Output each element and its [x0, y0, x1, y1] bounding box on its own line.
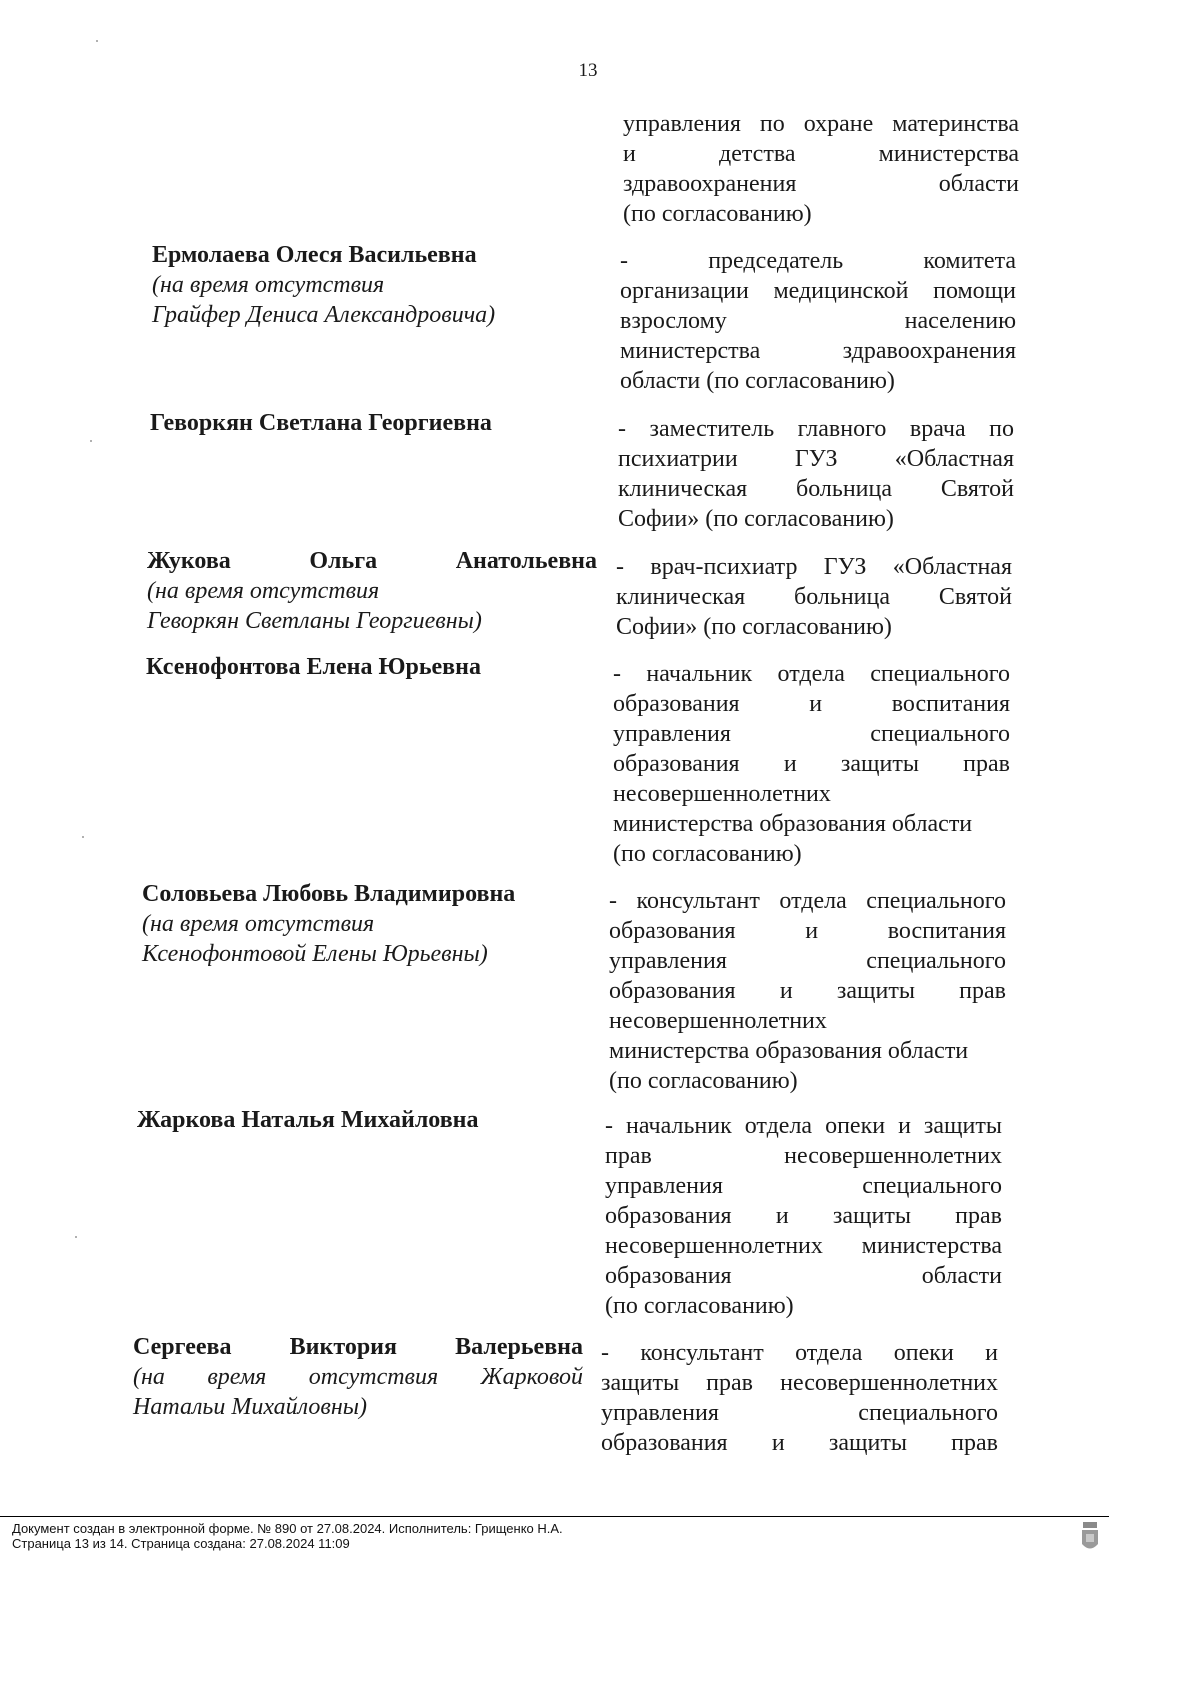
role-line: образования и воспитания: [609, 918, 1006, 944]
member-name: Ермолаева Олеся Васильевна: [152, 242, 477, 268]
scan-speck: [96, 40, 98, 42]
member-note: Грайфер Дениса Александровича): [152, 302, 496, 328]
scan-speck: [75, 1236, 77, 1238]
footer-line: Документ создан в электронной форме. № 890 от 27.08.2024. Исполнитель: Грищенко Н.А.: [12, 1521, 563, 1536]
role-line: - начальник отдела опеки и защиты: [605, 1113, 1002, 1139]
member-note: Геворкян Светланы Георгиевны): [147, 608, 482, 634]
member-role: [618, 414, 1014, 534]
role-line: управления по охране материнства: [623, 111, 1019, 137]
member-role: [609, 886, 1006, 1096]
role-line: взрослому населению: [620, 308, 1016, 334]
role-line: клиническая больница Святой: [616, 584, 1012, 610]
member-name: Геворкян Светлана Георгиевна: [150, 410, 492, 436]
scan-speck: [90, 440, 92, 442]
role-line: - председатель комитета: [620, 248, 1016, 274]
member-name-block: [146, 652, 586, 682]
role-line: образования и воспитания: [613, 691, 1010, 717]
member-role: [601, 1338, 998, 1458]
role-line: (по согласованию): [613, 841, 802, 867]
role-line: организации медицинской помощи: [620, 278, 1016, 304]
role-line: Софии» (по согласованию): [616, 614, 892, 640]
scan-speck: [82, 836, 84, 838]
role-line: - консультант отдела опеки и: [601, 1340, 998, 1366]
role-line: психиатрии ГУЗ «Областная: [618, 446, 1014, 472]
role-line: - начальник отдела специального: [613, 661, 1010, 687]
member-note: Натальи Михайловны): [133, 1394, 367, 1420]
member-name-block: [142, 879, 592, 969]
member-note: (на время отсутствия Жарковой: [133, 1364, 583, 1390]
role-line: клиническая больница Святой: [618, 476, 1014, 502]
role-line: и детства министерства: [623, 141, 1019, 167]
role-line: министерства образования области: [613, 811, 973, 837]
member-name: Жаркова Наталья Михайловна: [137, 1107, 479, 1133]
role-line: управления специального: [613, 721, 1010, 747]
role-line: несовершеннолетних: [609, 1008, 827, 1034]
member-name-block: [133, 1332, 583, 1422]
member-name-block: [152, 240, 592, 330]
role-line: образования и защиты прав: [601, 1430, 998, 1456]
role-line: управления специального: [609, 948, 1006, 974]
role-line: (по согласованию): [605, 1293, 794, 1319]
member-name: Сергеева Виктория Валерьевна: [133, 1334, 583, 1360]
role-line: министерства образования области: [609, 1038, 969, 1064]
member-role: [613, 659, 1010, 869]
coat-of-arms-icon: [1079, 1520, 1101, 1554]
member-name-block: [150, 408, 590, 438]
member-role: [616, 552, 1012, 642]
role-line: защиты прав несовершеннолетних: [601, 1370, 998, 1396]
role-line: - заместитель главного врача по: [618, 416, 1014, 442]
member-role: [623, 109, 1019, 229]
role-line: - врач-психиатр ГУЗ «Областная: [616, 554, 1012, 580]
role-line: здравоохранения области: [623, 171, 1019, 197]
footer-line: Страница 13 из 14. Страница создана: 27.08.2024 11:09: [12, 1536, 350, 1551]
role-line: Софии» (по согласованию): [618, 506, 894, 532]
role-line: - консультант отдела специального: [609, 888, 1006, 914]
member-note: Ксенофонтовой Елены Юрьевны): [142, 941, 488, 967]
footer-divider: [0, 1516, 1109, 1517]
member-note: (на время отсутствия: [147, 578, 380, 604]
role-line: несовершеннолетних министерства: [605, 1233, 1002, 1259]
document-footer: [12, 1521, 563, 1551]
role-line: образования и защиты прав: [613, 751, 1010, 777]
member-role: [605, 1111, 1002, 1321]
role-line: образования и защиты прав: [609, 978, 1006, 1004]
role-line: области (по согласованию): [620, 368, 895, 394]
member-name: Жукова Ольга Анатольевна: [147, 548, 597, 574]
role-line: несовершеннолетних: [613, 781, 831, 807]
member-name: Ксенофонтова Елена Юрьевна: [146, 654, 481, 680]
page-number: 13: [578, 60, 598, 81]
member-name-block: [137, 1105, 577, 1135]
role-line: (по согласованию): [609, 1068, 798, 1094]
role-line: министерства здравоохранения: [620, 338, 1016, 364]
member-name-block: [147, 546, 597, 636]
role-line: образования области: [605, 1263, 1002, 1289]
role-line: прав несовершеннолетних: [605, 1143, 1002, 1169]
member-name: Соловьева Любовь Владимировна: [142, 881, 516, 907]
member-note: (на время отсутствия: [152, 272, 385, 298]
member-note: (на время отсутствия: [142, 911, 375, 937]
role-line: управления специального: [605, 1173, 1002, 1199]
role-line: (по согласованию): [623, 201, 812, 227]
role-line: образования и защиты прав: [605, 1203, 1002, 1229]
role-line: управления специального: [601, 1400, 998, 1426]
member-role: [620, 246, 1016, 396]
